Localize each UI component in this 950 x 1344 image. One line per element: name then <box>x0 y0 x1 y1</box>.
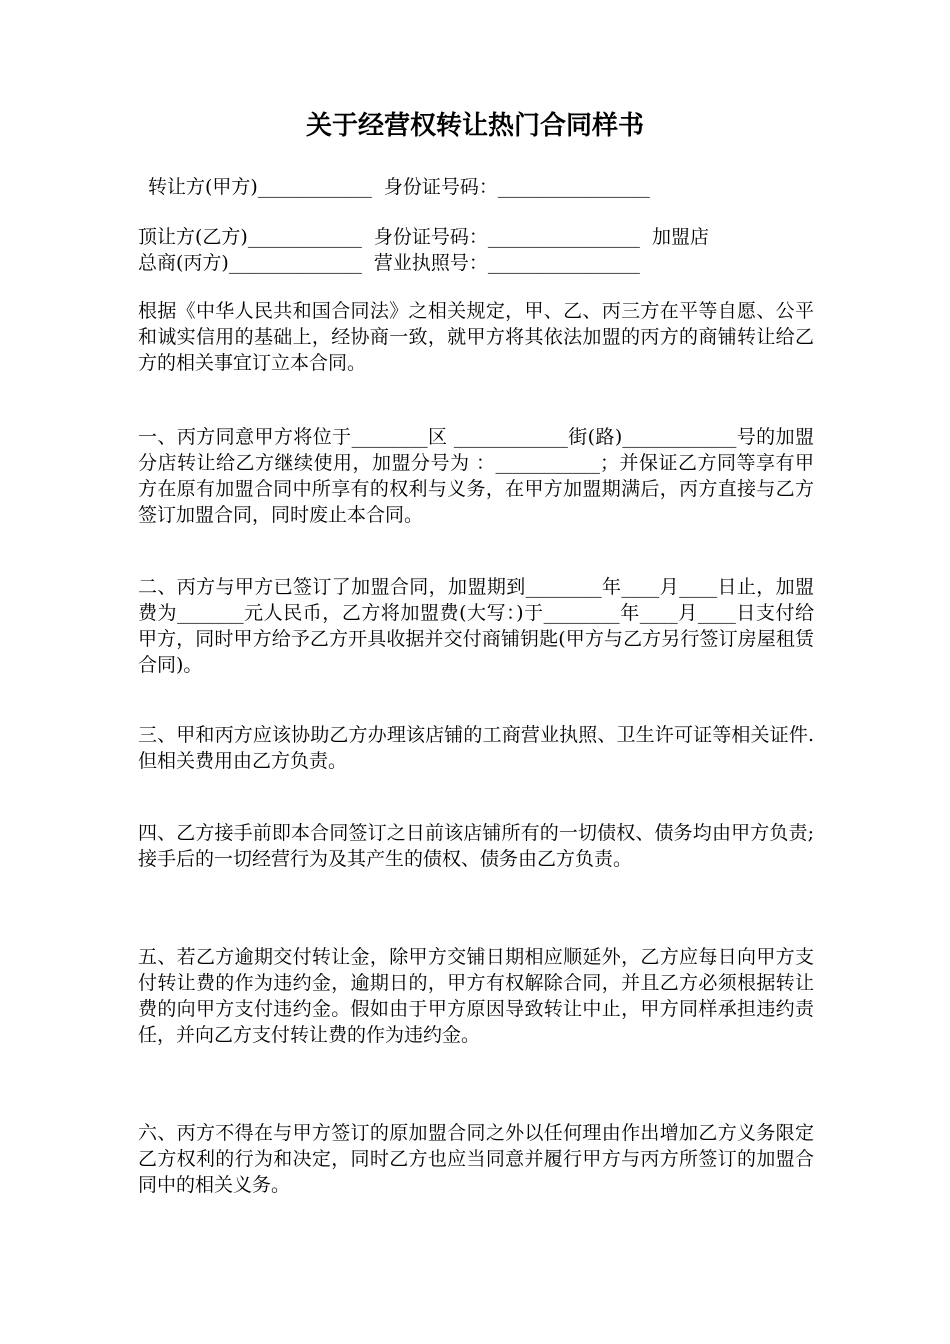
party-b-line: 顶让方(乙方)____________ 身份证号码：________________ 加盟店 <box>138 226 709 248</box>
party-a-line: 转让方(甲方)____________ 身份证号码：________________ <box>148 176 650 198</box>
document-title: 关于经营权转让热门合同样书 <box>305 111 644 141</box>
clause-2: 二、丙方与甲方已签订了加盟合同，加盟期到________年____月____日止，加盟费为_______元人民币，乙方将加盟费(大写：)于________年____月____日支付给甲方，同时甲方给予乙方开具收据并交付商铺钥匙(甲方与乙方另行签订房屋租赁合同)。 <box>138 576 814 676</box>
clause-5: 五、若乙方逾期交付转让金，除甲方交铺日期相应顺延外，乙方应每日向甲方支付转让费的作为违约金，逾期日的，甲方有权解除合同，并且乙方必须根据转让费的向甲方支付违约金。假如由于甲方原因导致转让中止，甲方同样承担违约责任，并向乙方支付转让费的作为违约金。 <box>138 946 814 1046</box>
clause-3: 三、甲和丙方应该协助乙方办理该店铺的工商营业执照、卫生许可证等相关证件.但相关费用由乙方负责。 <box>138 724 814 772</box>
preamble-paragraph: 根据《中华人民共和国合同法》之相关规定，甲、乙、丙三方在平等自愿、公平和诚实信用的基础上，经协商一致，就甲方将其依法加盟的丙方的商铺转让给乙方的相关事宜订立本合同。 <box>138 300 814 374</box>
clause-6: 六、丙方不得在与甲方签订的原加盟合同之外以任何理由作出增加乙方义务限定乙方权利的行为和决定，同时乙方也应当同意并履行甲方与丙方所签订的加盟合同中的相关义务。 <box>138 1122 814 1196</box>
clause-1: 一、丙方同意甲方将位于________区 ____________街(路)____________号的加盟分店转让给乙方继续使用，加盟分号为 ：___________；并保证乙方同等享有甲方在原有加盟合同中所享有的权利与义务，在甲方加盟期满后，丙方直接与乙方签订加盟合同，同时废止本合同。 <box>138 426 814 526</box>
clause-4: 四、乙方接手前即本合同签订之日前该店铺所有的一切债权、债务均由甲方负责;接手后的一切经营行为及其产生的债权、债务由乙方负责。 <box>138 822 814 870</box>
party-c-line: 总商(丙方)______________ 营业执照号：________________ <box>138 252 640 274</box>
